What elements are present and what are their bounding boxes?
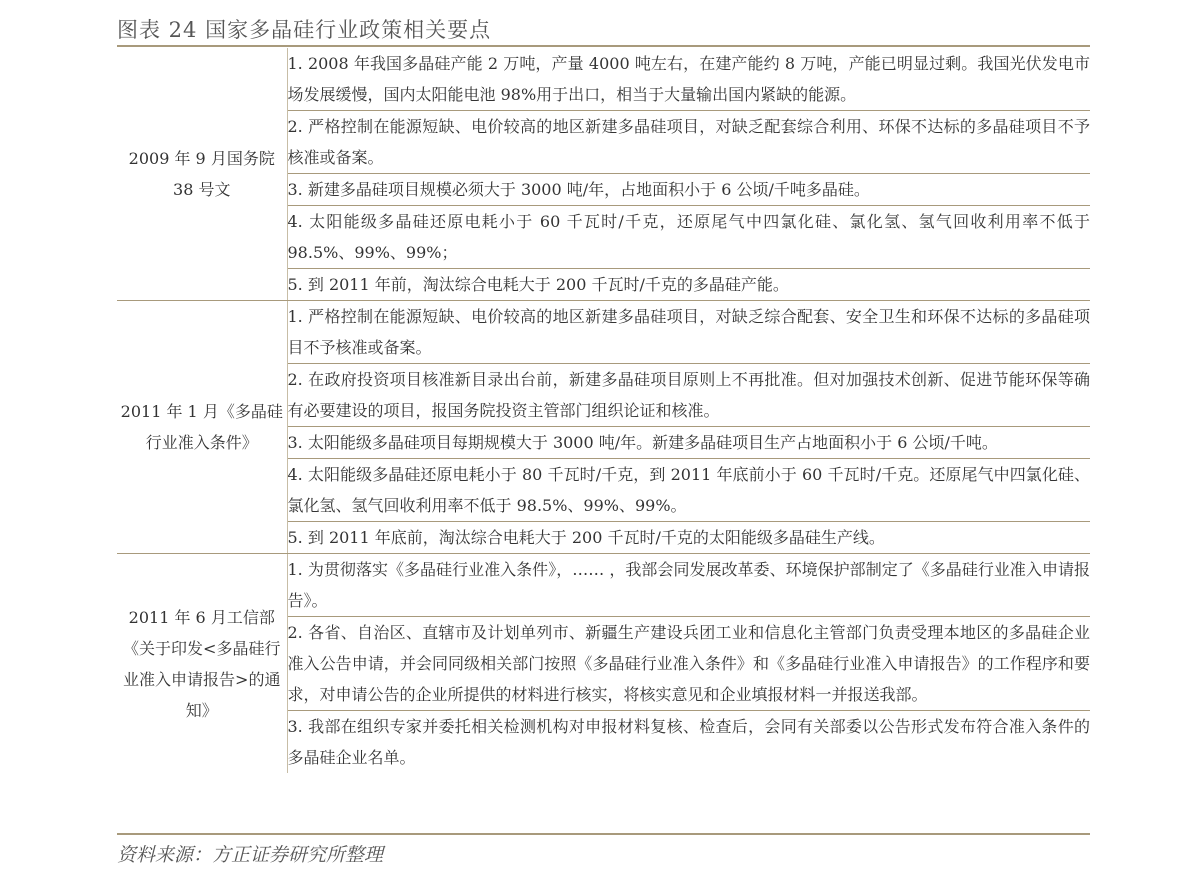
policy-item: 4. 太阳能级多晶硅还原电耗小于 60 千瓦时/千克，还原尾气中四氯化硅、氯化氢、氢气回收利用率不低于 98.5%、99%、99%； [287, 206, 1090, 269]
table-row [117, 554, 1090, 617]
policy-item: 3. 新建多晶硅项目规模必须大于 3000 吨/年，占地面积小于 6 公顷/千吨多晶硅。 [287, 174, 1090, 206]
group-label-2011-jan: 2011 年 1 月《多晶硅行业准入条件》 [117, 301, 287, 554]
policy-item: 3. 我部在组织专家并委托相关检测机构对申报材料复核、检查后，会同有关部委以公告形式发布符合准入条件的多晶硅企业名单。 [287, 717, 1090, 767]
table-top-rule [117, 45, 1090, 47]
policy-item: 5. 到 2011 年前，淘汰综合电耗大于 200 千瓦时/千克的多晶硅产能。 [287, 269, 1090, 301]
table-row [117, 301, 1090, 364]
policy-item: 2. 在政府投资项目核准新目录出台前，新建多晶硅项目原则上不再批准。但对加强技术创新、促进节能环保等确有必要建设的项目，报国务院投资主管部门组织论证和核准。 [287, 364, 1090, 427]
policy-item: 1. 严格控制在能源短缺、电价较高的地区新建多晶硅项目，对缺乏综合配套、安全卫生和环保不达标的多晶硅项目不予核准或备案。 [287, 301, 1090, 364]
policy-item: 3. 太阳能级多晶硅项目每期规模大于 3000 吨/年。新建多晶硅项目生产占地面积小于 6 公顷/千吨。 [287, 427, 1090, 459]
group-label-2011-jun: 2011 年 6 月工信部《关于印发<多晶硅行业准入申请报告>的通知》 [117, 554, 287, 774]
source-note: 资料来源：方正证券研究所整理 [117, 844, 384, 866]
policy-item: 4. 太阳能级多晶硅还原电耗小于 80 千瓦时/千克，到 2011 年底前小于 60 千瓦时/千克。还原尾气中四氯化硅、氯化氢、氢气回收利用率不低于 98.5%、99%、99%。 [287, 459, 1090, 522]
table-row [117, 48, 1090, 111]
table-bottom-rule [117, 833, 1090, 835]
group-label-2009: 2009 年 9 月国务院 38 号文 [117, 48, 287, 301]
policy-item: 5. 到 2011 年底前，淘汰综合电耗大于 200 千瓦时/千克的太阳能级多晶硅生产线。 [287, 522, 1090, 554]
policy-item: 2. 各省、自治区、直辖市及计划单列市、新疆生产建设兵团工业和信息化主管部门负责受理本地区的多晶硅企业准入公告申请，并会同同级相关部门按照《多晶硅行业准入条件》和《多晶硅行业准入申请报告》的工作程序和要求，对申请公告的企业所提供的材料进行核实，将核实意见和企业填报材料一并报送我部。 [287, 617, 1090, 711]
policy-item: 1. 2008 年我国多晶硅产能 2 万吨，产量 4000 吨左右，在建产能约 8 万吨，产能已明显过剩。我国光伏发电市场发展缓慢，国内太阳能电池 98%用于出口，相当于大量输出国内紧缺的能源。 [287, 48, 1090, 111]
figure-caption: 图表 24 国家多晶硅行业政策相关要点 [117, 18, 492, 42]
policy-table [117, 48, 1090, 773]
policy-item: 1. 为贯彻落实《多晶硅行业准入条件》，…… ，我部会同发展改革委、环境保护部制定了《多晶硅行业准入申请报告》。 [287, 554, 1090, 617]
policy-item: 2. 严格控制在能源短缺、电价较高的地区新建多晶硅项目，对缺乏配套综合利用、环保不达标的多晶硅项目不予核准或备案。 [287, 111, 1090, 174]
